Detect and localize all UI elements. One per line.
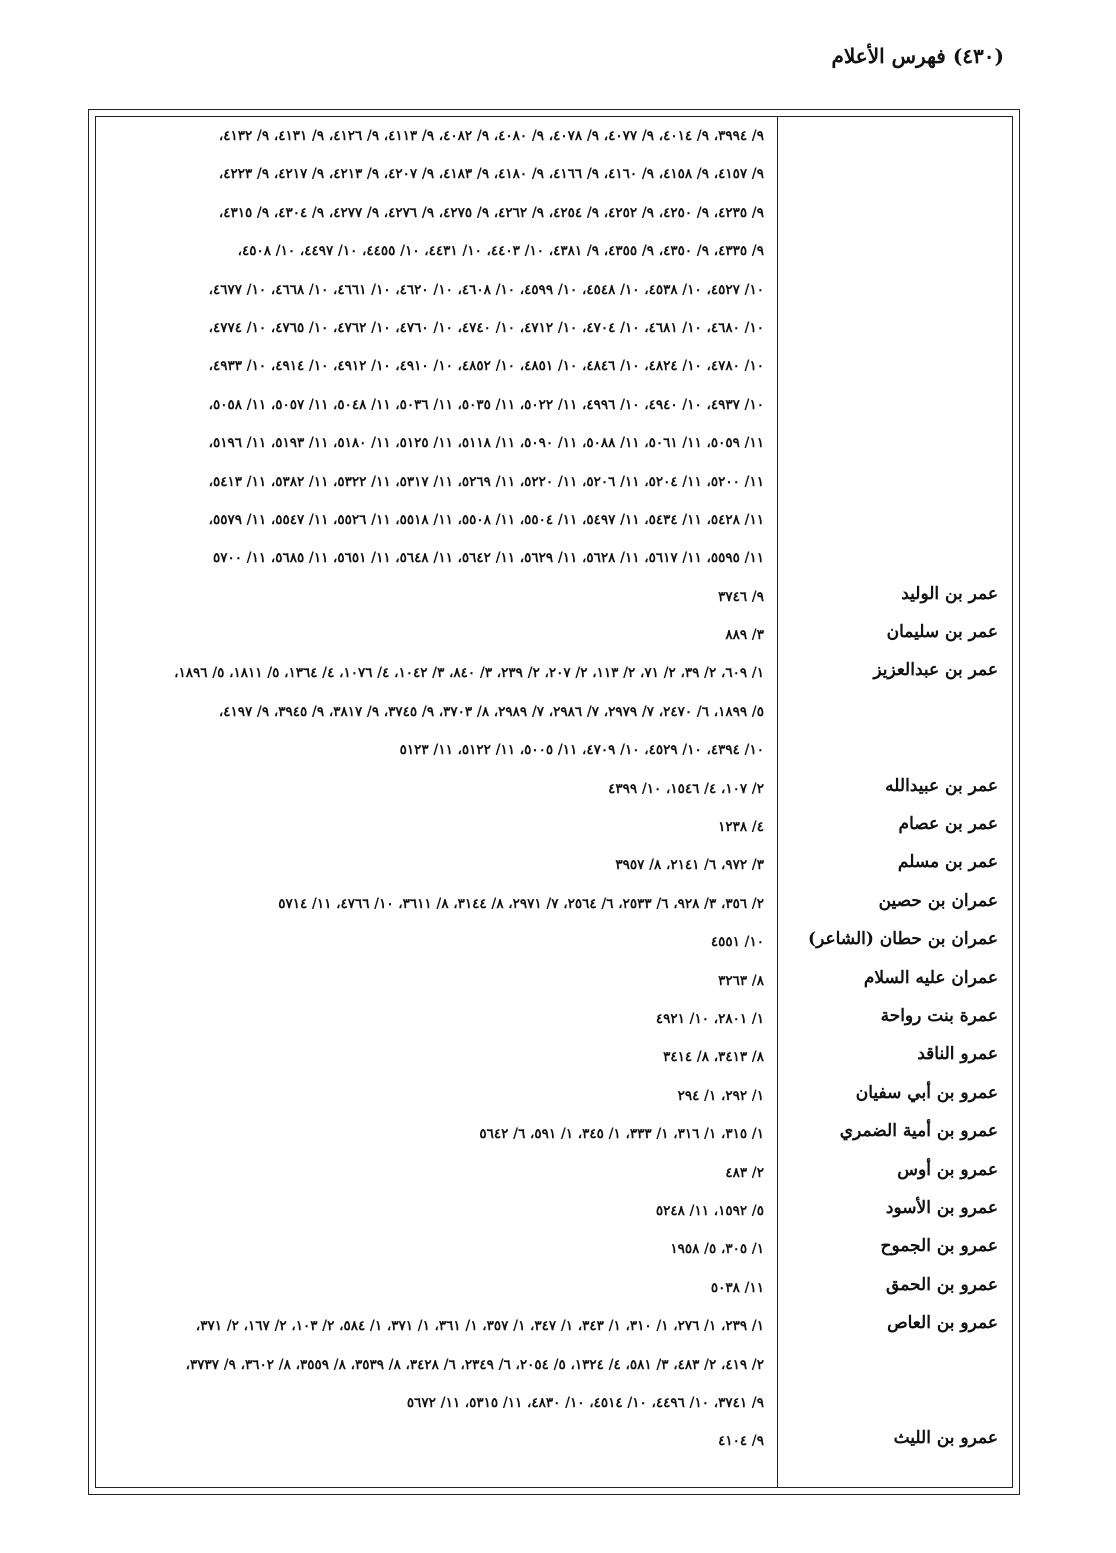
- reference-line: ٢/ ٤١٩، ٢/ ٤٨٣، ٣/ ٥٨١، ٤/ ١٣٢٤، ٥/ ٢٠٥٤، ٦/ ٢٣٤٩، ٦/ ٣٤٢٨، ٨/ ٣٥٣٩، ٨/ ٣٥٥٩، ٨/ ٣٦٠٢، ٩/ ٣٧٣٧،: [185, 1356, 764, 1373]
- reference-line: ١٠/ ٤٧٨٠، ١٠/ ٤٨٢٤، ١٠/ ٤٨٤٦، ١٠/ ٤٨٥١، ١٠/ ٤٨٥٢، ١٠/ ٤٩١٠، ١٠/ ٤٩١٢، ١٠/ ٤٩١٤، ١٠/ ٤٩٣٣،: [208, 358, 764, 375]
- reference-line: ١٠/ ٤٥٢٧، ١٠/ ٤٥٣٨، ١٠/ ٤٥٤٨، ١٠/ ٤٥٩٩، ١٠/ ٤٦٠٨، ١٠/ ٤٦٢٠، ١٠/ ٤٦٦١، ١٠/ ٤٦٦٨، ١٠/ ٤٦٧٧،: [208, 281, 764, 298]
- entry-references: [102, 1077, 764, 1115]
- entry-references: [102, 1422, 764, 1460]
- reference-line: ١/ ٢٩٢، ١/ ٢٩٤: [677, 1087, 764, 1104]
- index-entry: [96, 1422, 1012, 1460]
- reference-line: ١١/ ٥٠٣٨: [710, 1279, 764, 1296]
- reference-line: ٣/ ٨٨٩: [725, 627, 764, 644]
- index-entry: [96, 1230, 1012, 1268]
- index-entry: [96, 808, 1012, 846]
- index-frame: [88, 109, 1020, 1495]
- index-entry: [96, 962, 1012, 1000]
- entry-references: [102, 1269, 764, 1307]
- entry-name: عمران بن حصين: [878, 890, 998, 911]
- entry-name: عمرو بن الأسود: [885, 1197, 998, 1218]
- entry-references: [102, 885, 764, 923]
- entry-references: [102, 1038, 764, 1076]
- index-rows: [96, 117, 1012, 1461]
- entry-references: [102, 923, 764, 961]
- reference-line: ٥/ ١٥٩٢، ١١/ ٥٢٤٨: [655, 1202, 764, 1219]
- index-entry: [96, 770, 1012, 808]
- index-entry: [96, 1115, 1012, 1153]
- entry-name: عمرو بن الجموح: [880, 1236, 998, 1257]
- index-entry: [96, 846, 1012, 884]
- index-table: [95, 116, 1013, 1488]
- reference-line: ١٠/ ٤٥٥١: [710, 934, 764, 951]
- entry-references: [102, 1230, 764, 1268]
- entry-name: عمر بن عبدالعزيز: [873, 660, 998, 681]
- reference-line: ١/ ٦٠٩، ٢/ ٣٩، ٢/ ٧١، ٢/ ١١٣، ٢/ ٢٠٧، ٢/ ٢٣٩، ٣/ ٨٤٠، ٣/ ١٠٤٢، ٤/ ١٠٧٦، ٤/ ١٣٦٤، ٥/ ١٨١١، ٥/ ١٨٩٦،: [174, 665, 764, 682]
- entry-name: عمر بن الوليد: [901, 583, 998, 604]
- reference-line: ١/ ٢٨٠١، ١٠/ ٤٩٢١: [655, 1010, 764, 1027]
- reference-line: ١١/ ٥٥٩٥، ١١/ ٥٦١٧، ١١/ ٥٦٢٨، ١١/ ٥٦٢٩، ١١/ ٥٦٤٢، ١١/ ٥٦٤٨، ١١/ ٥٦٥١، ١١/ ٥٦٨٥، ١١/ ٥٧٠٠: [212, 550, 764, 567]
- reference-line: ١/ ٣٠٥، ٥/ ١٩٥٨: [670, 1241, 764, 1258]
- entry-name: عمر بن سليمان: [886, 622, 998, 643]
- entry-references: [102, 846, 764, 884]
- entry-references: [102, 808, 764, 846]
- reference-line: ٣/ ٩٧٢، ٦/ ٢١٤١، ٨/ ٣٩٥٧: [615, 857, 764, 874]
- index-entry: [96, 1269, 1012, 1307]
- index-entry: [96, 654, 1012, 769]
- entry-name: عمرو بن الليث: [893, 1428, 998, 1449]
- reference-line: ٩/ ٣٧٤١، ١٠/ ٤٤٩٦، ١٠/ ٤٥١٤، ١٠/ ٤٨٣٠، ١١/ ٥٣١٥، ١١/ ٥٦٧٢: [406, 1394, 764, 1411]
- entry-name: عمرة بنت رواحة: [880, 1005, 998, 1026]
- entry-name: عمران بن حطان (الشاعر): [808, 929, 998, 950]
- entry-name: عمرو بن أبي سفيان: [855, 1082, 998, 1103]
- entry-name: عمرو بن أوس: [897, 1159, 998, 1180]
- reference-line: ٩/ ٣٩٩٤، ٩/ ٤٠١٤، ٩/ ٤٠٧٧، ٩/ ٤٠٧٨، ٩/ ٤٠٨٠، ٩/ ٤٠٨٢، ٩/ ٤١١٣، ٩/ ٤١٢٦، ٩/ ٤١٣١، ٩/ ٤١٣٢،: [218, 128, 764, 144]
- entry-references: [102, 1000, 764, 1038]
- index-entry: [96, 1038, 1012, 1076]
- entry-references: [102, 578, 764, 616]
- index-entry: [96, 1000, 1012, 1038]
- index-entry: [96, 578, 1012, 616]
- index-entry: [96, 1192, 1012, 1230]
- reference-line: ١١/ ٥٠٥٩، ١١/ ٥٠٦١، ١١/ ٥٠٨٨، ١١/ ٥٠٩٠، ١١/ ٥١١٨، ١١/ ٥١٢٥، ١١/ ٥١٨٠، ١١/ ٥١٩٣، ١١/ ٥١٩٦،: [208, 435, 764, 452]
- entry-references: [102, 1307, 764, 1422]
- entry-name: عمر بن عصام: [898, 814, 998, 835]
- reference-line: ١/ ٣١٥، ١/ ٣١٦، ١/ ٣٣٣، ١/ ٣٤٥، ١/ ٥٩١، ٦/ ٥٦٤٢: [479, 1126, 764, 1143]
- index-entry: [96, 1154, 1012, 1192]
- index-entry: [96, 923, 1012, 961]
- entry-name: عمرو بن أمية الضمري: [839, 1121, 998, 1142]
- entry-name: عمران عليه السلام: [863, 967, 998, 988]
- reference-line: ٩/ ٤١٥٧، ٩/ ٤١٥٨، ٩/ ٤١٦٠، ٩/ ٤١٦٦، ٩/ ٤١٨٠، ٩/ ٤١٨٣، ٩/ ٤٢٠٧، ٩/ ٤٢١٣، ٩/ ٤٢١٧، ٩/ ٤٢٢٣،: [218, 166, 764, 183]
- entry-name: عمرو الناقد: [917, 1044, 998, 1065]
- reference-line: ٩/ ٤١٠٤: [718, 1433, 764, 1450]
- reference-line: ٥/ ١٨٩٩، ٦/ ٢٤٧٠، ٧/ ٢٩٧٩، ٧/ ٢٩٨٦، ٧/ ٢٩٨٩، ٨/ ٣٧٠٣، ٩/ ٣٧٤٥، ٩/ ٣٨١٧، ٩/ ٣٩٤٥، ٩/ ٤١٩٧،: [218, 703, 764, 720]
- reference-line: ٢/ ٤٨٣: [725, 1164, 764, 1181]
- reference-line: ٩/ ٣٧٤٦: [718, 588, 764, 605]
- entry-references: [102, 962, 764, 1000]
- entry-name: عمرو بن الحمق: [886, 1274, 998, 1295]
- index-entry: [96, 616, 1012, 654]
- reference-line: ٤/ ١٢٣٨: [718, 819, 764, 836]
- reference-line: ٩/ ٤٣٣٥، ٩/ ٤٣٥٠، ٩/ ٤٣٥٥، ٩/ ٤٣٨١، ١٠/ ٤٤٠٣، ١٠/ ٤٤٣١، ١٠/ ٤٤٥٥، ١٠/ ٤٤٩٧، ١٠/ ٤٥٠٨،: [237, 243, 764, 260]
- entry-name: عمرو بن العاص: [887, 1313, 998, 1334]
- reference-line: ١١/ ٥٢٠٠، ١١/ ٥٢٠٤، ١١/ ٥٢٠٦، ١١/ ٥٢٢٠، ١١/ ٥٢٦٩، ١١/ ٥٣١٧، ١١/ ٥٣٢٢، ١١/ ٥٣٨٢، ١١/ ٥٤١٣،: [208, 473, 764, 490]
- reference-line: ١٠/ ٤٦٨٠، ١٠/ ٤٦٨١، ١٠/ ٤٧٠٤، ١٠/ ٤٧١٢، ١٠/ ٤٧٤٠، ١٠/ ٤٧٦٠، ١٠/ ٤٧٦٢، ١٠/ ٤٧٦٥، ١٠/ ٤٧٧٤،: [208, 319, 764, 336]
- entry-references: [102, 770, 764, 808]
- entry-references: [102, 117, 764, 578]
- entry-references: [102, 1115, 764, 1153]
- index-entry: [96, 1077, 1012, 1115]
- reference-line: ٨/ ٣٤١٣، ٨/ ٣٤١٤: [663, 1049, 764, 1066]
- reference-line: ١١/ ٥٤٢٨، ١١/ ٥٤٣٤، ١١/ ٥٤٩٧، ١١/ ٥٥٠٤، ١١/ ٥٥٠٨، ١١/ ٥٥١٨، ١١/ ٥٥٢٦، ١١/ ٥٥٤٧، ١١/ ٥٥٧٩،: [208, 511, 764, 528]
- entry-references: [102, 616, 764, 654]
- index-entry: [96, 1307, 1012, 1422]
- entry-references: [102, 1192, 764, 1230]
- reference-line: ١٠/ ٤٣٩٤، ١٠/ ٤٥٢٩، ١٠/ ٤٧٠٩، ١١/ ٥٠٠٥، ١١/ ٥١٢٢، ١١/ ٥١٢٣: [399, 742, 764, 759]
- entry-references: [102, 654, 764, 769]
- index-entry: [96, 117, 1012, 578]
- reference-line: ٢/ ٣٥٦، ٣/ ٩٢٨، ٦/ ٢٥٣٣، ٦/ ٢٥٦٤، ٧/ ٢٩٧١، ٨/ ٣١٤٤، ٨/ ٣٦١١، ١٠/ ٤٧٦٦، ١١/ ٥٧١٤: [278, 895, 764, 912]
- entry-name: عمر بن مسلم: [897, 852, 998, 873]
- reference-line: ١٠/ ٤٩٣٧، ١٠/ ٤٩٤٠، ١٠/ ٤٩٩٦، ١١/ ٥٠٢٢، ١١/ ٥٠٣٥، ١١/ ٥٠٣٦، ١١/ ٥٠٤٨، ١١/ ٥٠٥٧، ١١/ ٥٠٥٨،: [208, 396, 764, 413]
- page-header: (٤٣٠) فهرس الأعلام: [831, 44, 1004, 68]
- reference-line: ٢/ ١٠٧، ٤/ ١٥٤٦، ١٠/ ٤٣٩٩: [608, 780, 764, 797]
- reference-line: ٨/ ٣٢٦٣: [718, 972, 764, 989]
- entry-name: عمر بن عبيدالله: [885, 775, 998, 796]
- reference-line: ٩/ ٤٢٣٥، ٩/ ٤٢٥٠، ٩/ ٤٢٥٢، ٩/ ٤٢٥٤، ٩/ ٤٢٦٢، ٩/ ٤٢٧٥، ٩/ ٤٢٧٦، ٩/ ٤٢٧٧، ٩/ ٤٣٠٤، ٩/ ٤٣١٥،: [218, 204, 764, 221]
- reference-line: ١/ ٢٣٩، ١/ ٢٧٦، ١/ ٣١٠، ١/ ٣٤٣، ١/ ٣٤٧، ١/ ٣٥٧، ١/ ٣٦١، ١/ ٣٧١، ١/ ٥٨٤، ٢/ ١٠٣، ٢/ ١٦٧، ٢/ ٣٧١،: [195, 1318, 764, 1335]
- entry-references: [102, 1154, 764, 1192]
- index-entry: [96, 885, 1012, 923]
